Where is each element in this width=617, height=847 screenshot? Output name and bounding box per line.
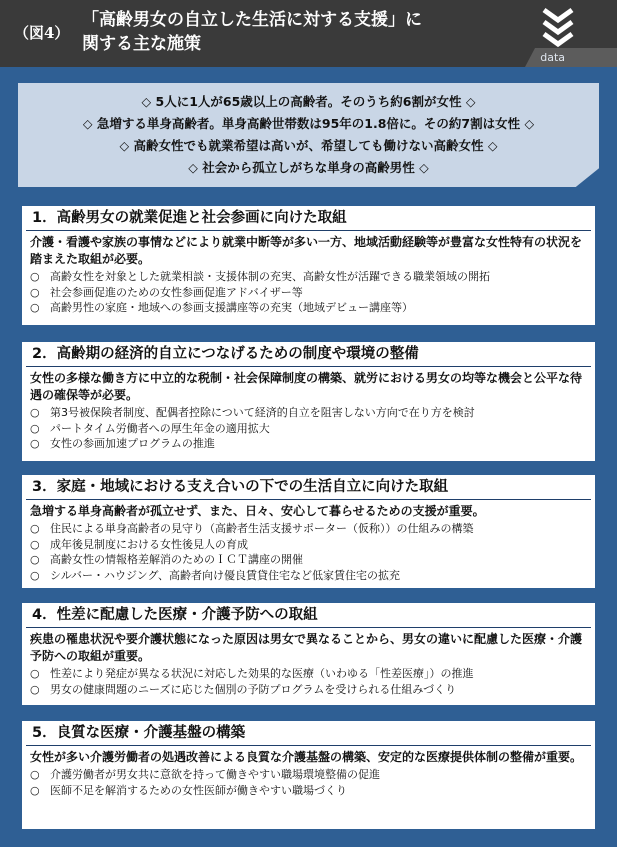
section-lead: 介護・看護や家族の事情などにより就業中断等が多い一方、地域活動経験等が豊富な女性特有の状況を踏まえた取組が必要。 <box>30 235 583 266</box>
summary-line: ◇ 5人に1人が65歳以上の高齢者。そのうち約6割が女性 ◇ <box>141 94 476 109</box>
list-item: ○ 成年後見制度における女性後見人の育成 <box>30 537 248 551</box>
figure-title-line-2: 関する主な施策 <box>82 34 201 54</box>
section-items <box>30 269 587 316</box>
figure-label: （図4） <box>14 24 70 42</box>
list-item: ○ 社会参画促進のための女性参画促進アドバイザー等 <box>30 285 303 299</box>
circle-bullet-icon: ○ <box>30 537 40 551</box>
circle-bullet-icon: ○ <box>30 568 40 582</box>
list-item: ○ 医師不足を解消するための女性医師が働きやすい職場づくり <box>30 783 347 797</box>
circle-bullet-icon: ○ <box>30 768 40 781</box>
circle-bullet-icon: ○ <box>30 301 40 314</box>
summary-lines <box>18 91 599 179</box>
summary-line: ◇ 高齢女性でも就業希望は高いが、希望しても働けない高齢女性 ◇ <box>119 138 498 153</box>
section-gender-medicine <box>22 603 595 705</box>
circle-bullet-icon: ○ <box>30 667 40 680</box>
circle-bullet-icon: ○ <box>30 437 40 450</box>
circle-bullet-icon: ○ <box>30 682 40 696</box>
section-lead: 疾患の罹患状況や要介護状態になった原因は男女で異なることから、男女の違いに配慮した医療・介護予防への取組が重要。 <box>30 632 583 663</box>
list-item: ○ 男女の健康問題のニーズに応じた個別の予防プログラムを受けられる仕組みづくり <box>30 682 457 696</box>
summary-line: ◇ 急増する単身高齢者。単身高齢世帯数は95年の1.8倍に。その約7割は女性 ◇ <box>82 116 535 131</box>
section-economic-independence <box>22 342 595 461</box>
list-item: ○ 介護労働者が男女共に意欲を持って働きやすい職場環境整備の促進 <box>30 768 380 781</box>
section-items <box>30 521 587 583</box>
list-item: ○ パートタイム労働者への厚生年金の適用拡大 <box>30 421 270 435</box>
section-items <box>30 405 587 452</box>
circle-bullet-icon: ○ <box>30 270 40 283</box>
section-lead: 女性が多い介護労働者の処遇改善による良質な介護基盤の構築、安定的な医療提供体制の整備が重要。 <box>30 750 583 764</box>
section-title: 5．良質な医療・介護基盤の構築 <box>26 721 591 746</box>
list-item: ○ 高齢女性を対象とした就業相談・支援体制の充実、高齢女性が活躍できる職業領域の開拓 <box>30 270 490 283</box>
section-title: 4．性差に配慮した医療・介護予防への取組 <box>26 603 591 628</box>
list-item: ○ 住民による単身高齢者の見守り（高齢者生活支援サポーター（仮称））の仕組みの構築 <box>30 522 474 535</box>
circle-bullet-icon: ○ <box>30 406 40 419</box>
circle-bullet-icon: ○ <box>30 783 40 797</box>
circle-bullet-icon: ○ <box>30 285 40 299</box>
list-item: ○ シルバー・ハウジング、高齢者向け優良賃貸住宅など低家賃住宅の拡充 <box>30 568 401 582</box>
list-item: ○ 高齢女性の情報格差解消のためのＩＣＴ講座の開催 <box>30 553 303 566</box>
data-tag: data <box>540 51 565 64</box>
section-title: 1．高齢男女の就業促進と社会参画に向けた取組 <box>26 206 591 231</box>
triple-chevron-down-icon <box>540 6 576 50</box>
circle-bullet-icon: ○ <box>30 522 40 535</box>
summary-line: ◇ 社会から孤立しがちな単身の高齢男性 ◇ <box>188 160 429 175</box>
section-community-support <box>22 475 595 588</box>
list-item: ○ 第3号被保険者制度、配偶者控除について経済的自立を阻害しない方向で在り方を検討 <box>30 406 475 419</box>
section-title: 3．家庭・地域における支え合いの下での生活自立に向けた取組 <box>26 475 591 500</box>
circle-bullet-icon: ○ <box>30 421 40 435</box>
section-care-infrastructure <box>22 721 595 829</box>
list-item: ○ 女性の参画加速プログラムの推進 <box>30 437 215 450</box>
section-employment <box>22 206 595 325</box>
section-lead: 女性の多様な働き方に中立的な税制・社会保障制度の構築、就労における男女の均等な機会と公平な待遇の確保等が必要。 <box>30 371 583 402</box>
section-lead: 急増する単身高齢者が孤立せず、また、日々、安心して暮らせるための支援が重要。 <box>30 504 485 518</box>
section-title: 2．高齢期の経済的自立につなげるための制度や環境の整備 <box>26 342 591 367</box>
list-item: ○ 性差により発症が異なる状況に対応した効果的な医療（いわゆる「性差医療」）の推進 <box>30 667 474 680</box>
list-item: ○ 高齢男性の家庭・地域への参画支援講座等の充実（地域デビュー講座等） <box>30 301 413 314</box>
figure-title-line-1: 「高齢男女の自立した生活に対する支援」に <box>82 10 422 30</box>
circle-bullet-icon: ○ <box>30 553 40 566</box>
section-items <box>30 666 587 697</box>
figure-title <box>82 8 512 56</box>
section-items <box>30 767 587 798</box>
